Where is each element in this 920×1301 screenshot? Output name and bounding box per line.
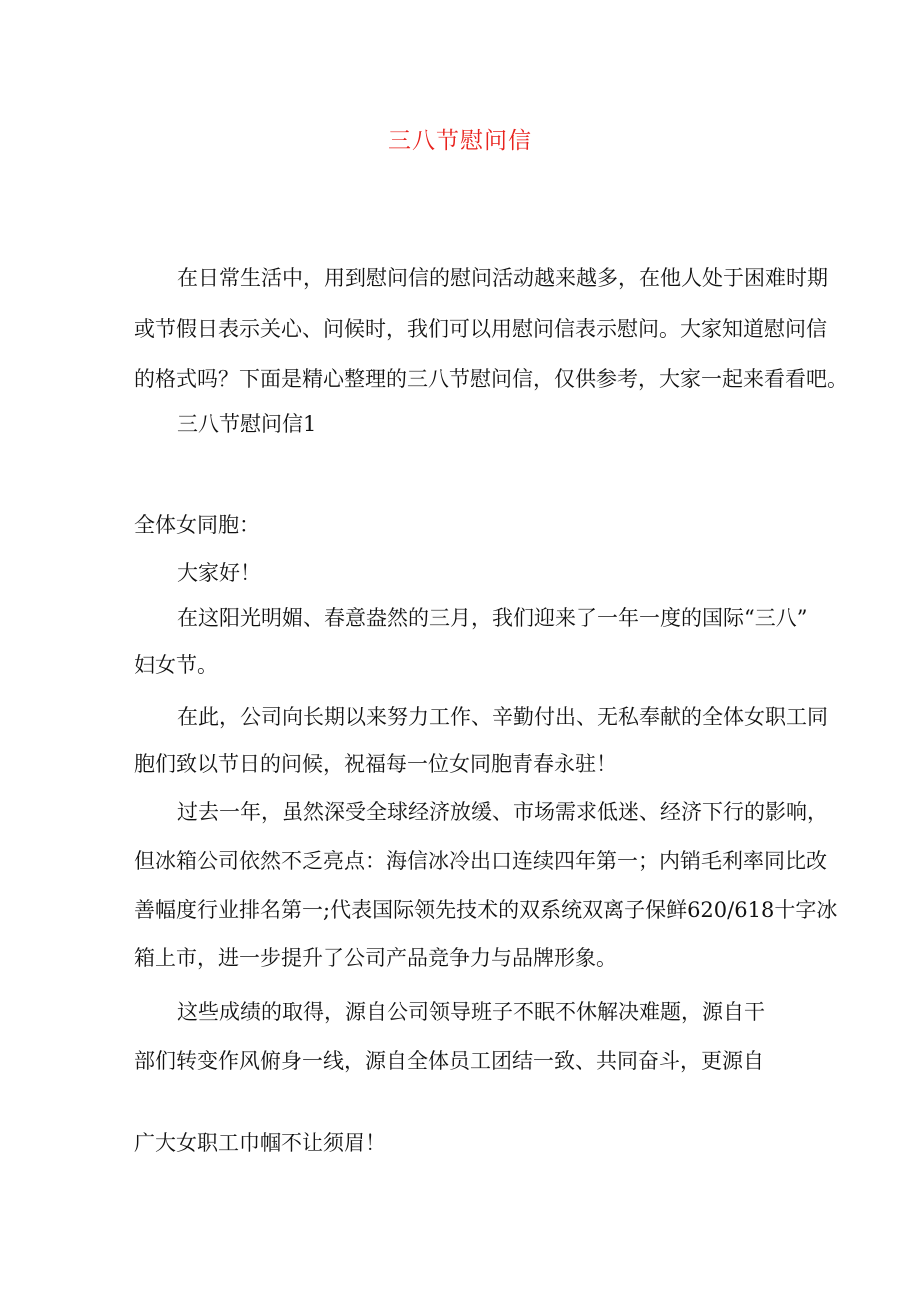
paragraph-4-line-2: 部们转变作风俯身一线，源自全体员工团结一致、共同奋斗，更源自 [134,1049,764,1073]
section-heading: 三八节慰问信1 [177,412,317,436]
paragraph-3-line-1: 过去一年，虽然深受全球经济放缓、市场需求低迷、经济下行的影响， [177,800,828,824]
paragraph-2-line-1: 在此，公司向长期以来努力工作、辛勤付出、无私奉献的全体女职工同 [177,705,828,729]
salutation: 全体女同胞： [134,513,260,537]
paragraph-3-line-3: 善幅度行业排名第一;代表国际领先技术的双系统双离子保鲜620/618十字冰 [134,898,838,922]
greeting: 大家好！ [177,561,261,585]
paragraph-3-line-4: 箱上市，进一步提升了公司产品竞争力与品牌形象。 [134,946,617,970]
paragraph-1-line-2: 妇女节。 [134,653,218,677]
paragraph-4-line-3: 广大女职工巾帼不让须眉！ [134,1131,386,1155]
document-title: 三八节慰问信 [388,128,532,154]
paragraph-4-line-1: 这些成绩的取得，源自公司领导班子不眠不休解决难题，源自干 [177,1000,765,1024]
paragraph-2-line-2: 胞们致以节日的问候，祝福每一位女同胞青春永驻！ [134,752,617,776]
intro-line-1: 在日常生活中，用到慰问信的慰问活动越来越多，在他人处于困难时期 [177,266,828,290]
paragraph-1-line-1: 在这阳光明媚、春意盎然的三月，我们迎来了一年一度的国际“三八” [177,606,808,630]
intro-line-2: 或节假日表示关心、问候时，我们可以用慰问信表示慰问。大家知道慰问信 [134,317,827,341]
paragraph-3-line-2: 但冰箱公司依然不乏亮点：海信冰冷出口连续四年第一；内销毛利率同比改 [134,849,827,873]
intro-line-3: 的格式吗？下面是精心整理的三八节慰问信，仅供参考，大家一起来看看吧。 [134,367,848,391]
